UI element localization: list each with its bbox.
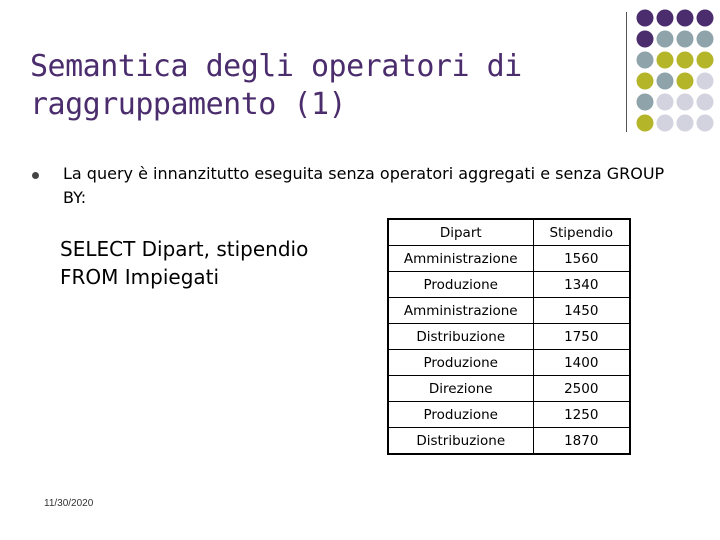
cell-dipart: Produzione: [388, 402, 533, 428]
cell-stipendio: 1560: [533, 246, 630, 272]
bullet-text: La query è innanzitutto eseguita senza operatori aggregati e senza GROUP BY:: [63, 164, 665, 207]
decorative-dot: [677, 52, 694, 69]
cell-stipendio: 1340: [533, 272, 630, 298]
decorative-dot: [677, 115, 694, 132]
cell-stipendio: 1750: [533, 324, 630, 350]
decorative-dot: [657, 31, 674, 48]
cell-stipendio: 1450: [533, 298, 630, 324]
sql-query: [60, 235, 308, 291]
decorative-dot: [637, 73, 654, 90]
decorative-dot: [697, 94, 714, 111]
decorative-divider: [626, 12, 627, 132]
cell-dipart: Distribuzione: [388, 428, 533, 455]
table-row: [388, 324, 630, 350]
header-stipendio: Stipendio: [533, 219, 630, 246]
table-row: [388, 428, 630, 455]
decorative-dot: [677, 10, 694, 27]
result-table: [387, 218, 631, 455]
cell-stipendio: 1870: [533, 428, 630, 455]
cell-stipendio: 1400: [533, 350, 630, 376]
cell-dipart: Distribuzione: [388, 324, 533, 350]
decorative-dot: [677, 94, 694, 111]
decorative-dot: [657, 115, 674, 132]
table-header-row: [388, 219, 630, 246]
decorative-dot: [697, 115, 714, 132]
decorative-dot: [697, 73, 714, 90]
decorative-dot-grid: [635, 8, 720, 148]
bullet-icon: [32, 172, 39, 179]
title-line-1: Semantica degli operatori di: [30, 49, 522, 84]
decorative-dot: [637, 115, 654, 132]
table-row: [388, 402, 630, 428]
header-dipart: Dipart: [388, 219, 533, 246]
decorative-dot: [657, 73, 674, 90]
query-line-1: SELECT Dipart, stipendio: [60, 237, 309, 261]
cell-dipart: Direzione: [388, 376, 533, 402]
table-row: [388, 298, 630, 324]
decorative-dot: [657, 10, 674, 27]
decorative-dot: [677, 31, 694, 48]
decorative-dot: [697, 52, 714, 69]
cell-dipart: Amministrazione: [388, 298, 533, 324]
query-line-2: FROM Impiegati: [60, 265, 220, 289]
cell-dipart: Amministrazione: [388, 246, 533, 272]
decorative-dot: [637, 31, 654, 48]
table-row: [388, 272, 630, 298]
table-row: [388, 246, 630, 272]
cell-dipart: Produzione: [388, 272, 533, 298]
decorative-dot: [637, 52, 654, 69]
slide-title: [30, 48, 590, 124]
decorative-dot: [637, 94, 654, 111]
decorative-dot: [697, 10, 714, 27]
cell-stipendio: 2500: [533, 376, 630, 402]
decorative-dot: [637, 10, 654, 27]
cell-dipart: Produzione: [388, 350, 533, 376]
cell-stipendio: 1250: [533, 402, 630, 428]
title-line-2: raggruppamento (1): [30, 87, 347, 122]
decorative-dot: [677, 73, 694, 90]
decorative-dot: [657, 94, 674, 111]
decorative-dot: [657, 52, 674, 69]
table-row: [388, 376, 630, 402]
decorative-dot: [697, 31, 714, 48]
table-row: [388, 350, 630, 376]
slide-date: 11/30/2020: [44, 498, 94, 509]
